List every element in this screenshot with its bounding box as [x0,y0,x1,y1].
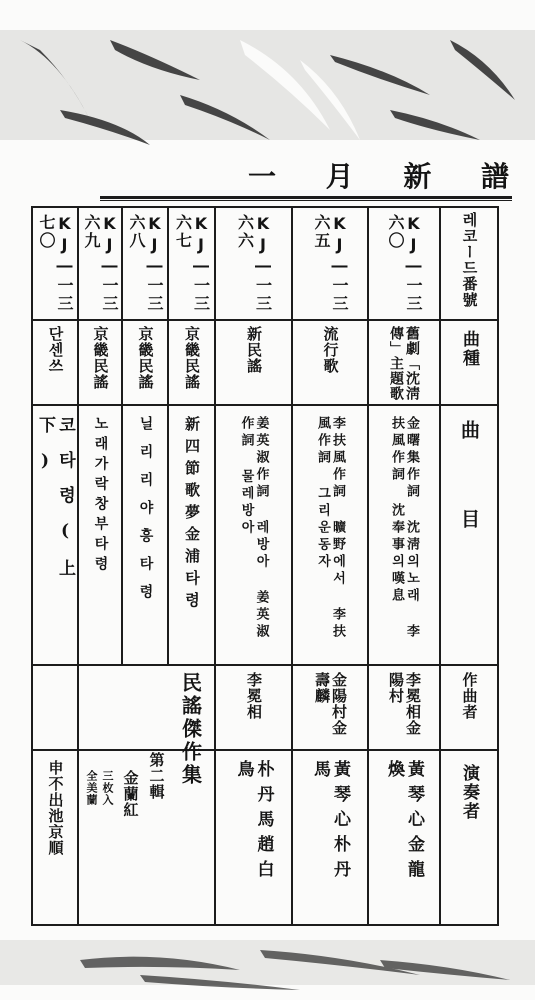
header-genre: 曲種 [459,330,479,368]
record-number: KJ―一三六六 [235,214,273,313]
composer-cell: 李冕相 [245,672,263,720]
collection-part: 第二輯 [147,752,166,800]
record-number: KJ―一三六〇 [386,214,423,313]
header-performer: 演奏者 [459,764,479,821]
decorative-banner [0,0,535,150]
decorative-footer [0,930,535,1000]
header-song: 曲目 [458,420,480,598]
performer-cell: 申不出池京順 [46,760,65,856]
genre-cell: 舊劇「沈淸傳」主題歌 [388,326,420,401]
title-char: 新 [403,160,433,193]
record-number: KJ―一三六七 [173,214,211,313]
song-cell: 新四節歌夢金浦타령 [183,416,201,614]
title-char: 月 [325,160,355,193]
title-rule-thin [100,200,512,201]
composer-cell: 金陽村金壽麟 [313,672,348,736]
record-number: KJ―一三六八 [127,214,164,313]
genre-cell: 京畿民謠 [183,326,201,390]
collection-title: 民謠傑作集 [178,672,203,787]
collection-artist: 金蘭紅 [121,770,140,818]
title-char: 一 [248,160,278,193]
header-record-no: 레코ー드番號 [460,212,479,308]
song-cell: 金曙集作詞 沈淸의노래 李扶風作詞 沈奉事의嘆息 [389,416,419,641]
song-cell: 노래가락창부타령 [92,416,109,576]
page-title [248,157,510,193]
performer-cell: 黃琴心朴丹馬 [310,760,350,885]
song-cell: 姜英淑作詞 레방아 姜英淑作詞 물레방아 [238,416,269,641]
record-number: KJ―一三七〇 [37,214,74,313]
song-cell: 닐리리야흥타령 [137,416,154,612]
record-number: KJ―一三六九 [82,214,119,313]
genre-cell: 단센쓰 [46,326,65,374]
header-composer: 作曲者 [460,672,479,720]
collection-count: 三枚入 [101,770,114,806]
genre-cell: 京畿民謠 [136,326,155,390]
composer-cell: 李冕相金陽村 [387,672,422,736]
title-rule [100,196,512,199]
performer-cell: 朴丹馬趙白鳥 [233,760,274,885]
genre-cell: 京畿民謠 [91,326,110,390]
genre-cell: 流行歌 [321,326,340,374]
record-number: KJ―一三六五 [312,214,349,313]
performer-cell: 黃琴心金龍煥 [384,760,424,885]
title-char: 譜 [480,160,510,193]
song-cell: 李扶風作詞 曠野에서 李扶風作詞 그리운동자 [315,416,345,641]
genre-cell: 新民謠 [245,326,263,374]
song-cell: 코타령(上下) [35,416,75,594]
collection-featuring: 全美蘭 [85,770,98,806]
